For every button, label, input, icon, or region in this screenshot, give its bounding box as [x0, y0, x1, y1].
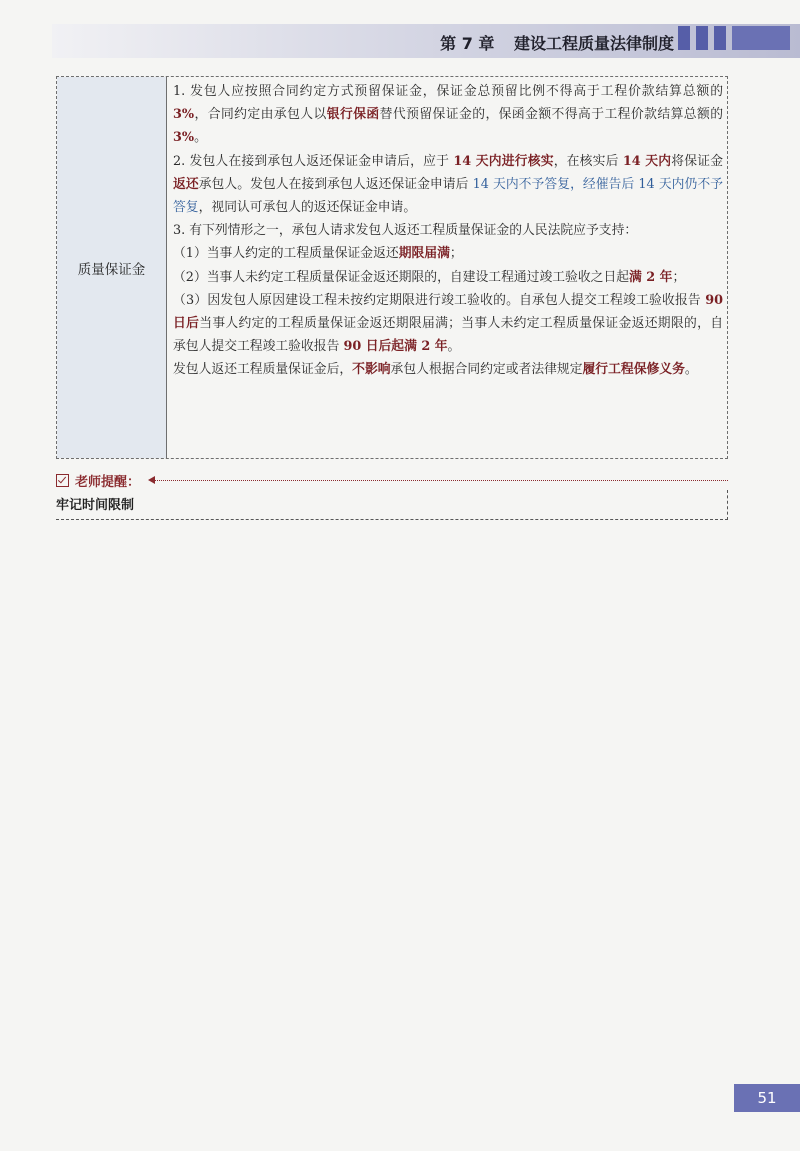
text-run: 当事人约定的工程质量保证金返还期限届满；当事人未约定工程质量保证金返还期限的，自承包人提交工程竣工验收报告 [173, 316, 724, 355]
highlight-text: 满 2 年 [629, 269, 673, 285]
highlight-text: 期限届满 [398, 246, 450, 262]
chapter-title [440, 31, 674, 54]
text-run: 承包人。发包人在接到承包人返还保证金申请后 [198, 176, 473, 192]
text-run: 发包人返还工程质量保证金后， [173, 362, 353, 378]
highlight-text: 14 天内 [622, 153, 672, 169]
highlight-text: 90 日后 [173, 292, 723, 332]
paragraph-6 [173, 289, 723, 359]
chapter-number: 第 7 章 [440, 34, 495, 53]
text-run: ，视同认可承包人的返还保证金申请。 [198, 200, 417, 216]
reminder-title: 老师提醒： [75, 474, 141, 490]
highlight-text: 返还 [173, 176, 199, 192]
text-run: 1. 发包人应按照合同约定方式预留保证金，保证金总预留比例不得高于工程价款结算总额的 [173, 84, 723, 99]
highlight-text: 不影响 [352, 362, 391, 378]
deco-block [678, 26, 690, 50]
text-run: （2）当事人未约定工程质量保证金返还期限的，自建设工程通过竣工验收之日起 [173, 269, 630, 285]
highlight-text: 履行工程保修义务 [582, 362, 685, 378]
text-run: （1）当事人约定的工程质量保证金返还 [173, 246, 399, 262]
text-run: 承包人根据合同约定或者法律规定 [390, 362, 583, 378]
arrow-left-icon [148, 476, 155, 484]
paragraph-4 [173, 242, 723, 265]
highlight-text-blue: 14 天内不予答复，经催告后 14 天内仍不予答复 [173, 176, 723, 216]
text-run: ； [449, 246, 463, 262]
deco-block [714, 26, 726, 50]
reminder-text: 牢记时间限制 [56, 490, 728, 520]
text-run: ，合同约定由承包人以 [194, 107, 327, 123]
highlight-text: 3% [173, 107, 195, 123]
highlight-text: 14 天内进行核实 [453, 153, 554, 169]
table-row-label: 质量保证金 [57, 77, 167, 458]
highlight-text: 银行保函 [326, 107, 380, 123]
reminder-header [56, 470, 728, 490]
deco-block [732, 26, 790, 50]
text-run: 将保证金 [671, 153, 724, 169]
paragraph-5 [173, 266, 723, 289]
checkbox-icon [56, 474, 69, 487]
page-number: 51 [734, 1084, 800, 1112]
deco-block [696, 26, 708, 50]
paragraph-7 [173, 358, 723, 381]
highlight-text: 90 日后起满 2 年 [343, 339, 448, 355]
table-row-content [167, 77, 727, 458]
text-run: 。 [194, 130, 207, 146]
highlight-text: 3% [173, 130, 195, 146]
text-run: 。 [684, 362, 698, 378]
text-run: （3）因发包人原因建设工程未按约定期限进行竣工验收的。自承包人提交工程竣工验收报告 [173, 292, 706, 308]
paragraph-1 [173, 80, 723, 150]
paragraph-3: 3. 有下列情形之一，承包人请求发包人返还工程质量保证金的人民法院应予支持： [173, 223, 638, 239]
text-run: 2. 发包人在接到承包人返还保证金申请后，应于 [173, 153, 454, 169]
divider [155, 480, 728, 481]
text-run: 。 [447, 339, 461, 355]
text-run: ，在核实后 [553, 153, 623, 169]
teacher-reminder [56, 470, 728, 520]
text-run: ； [672, 269, 686, 285]
text-run: 替代预留保证金的，保函金额不得高于工程价款结算总额的 [379, 107, 724, 123]
chapter-name: 建设工程质量法律制度 [513, 34, 674, 53]
content-table [56, 76, 728, 459]
header-decoration [678, 26, 790, 54]
paragraph-2 [173, 150, 723, 220]
